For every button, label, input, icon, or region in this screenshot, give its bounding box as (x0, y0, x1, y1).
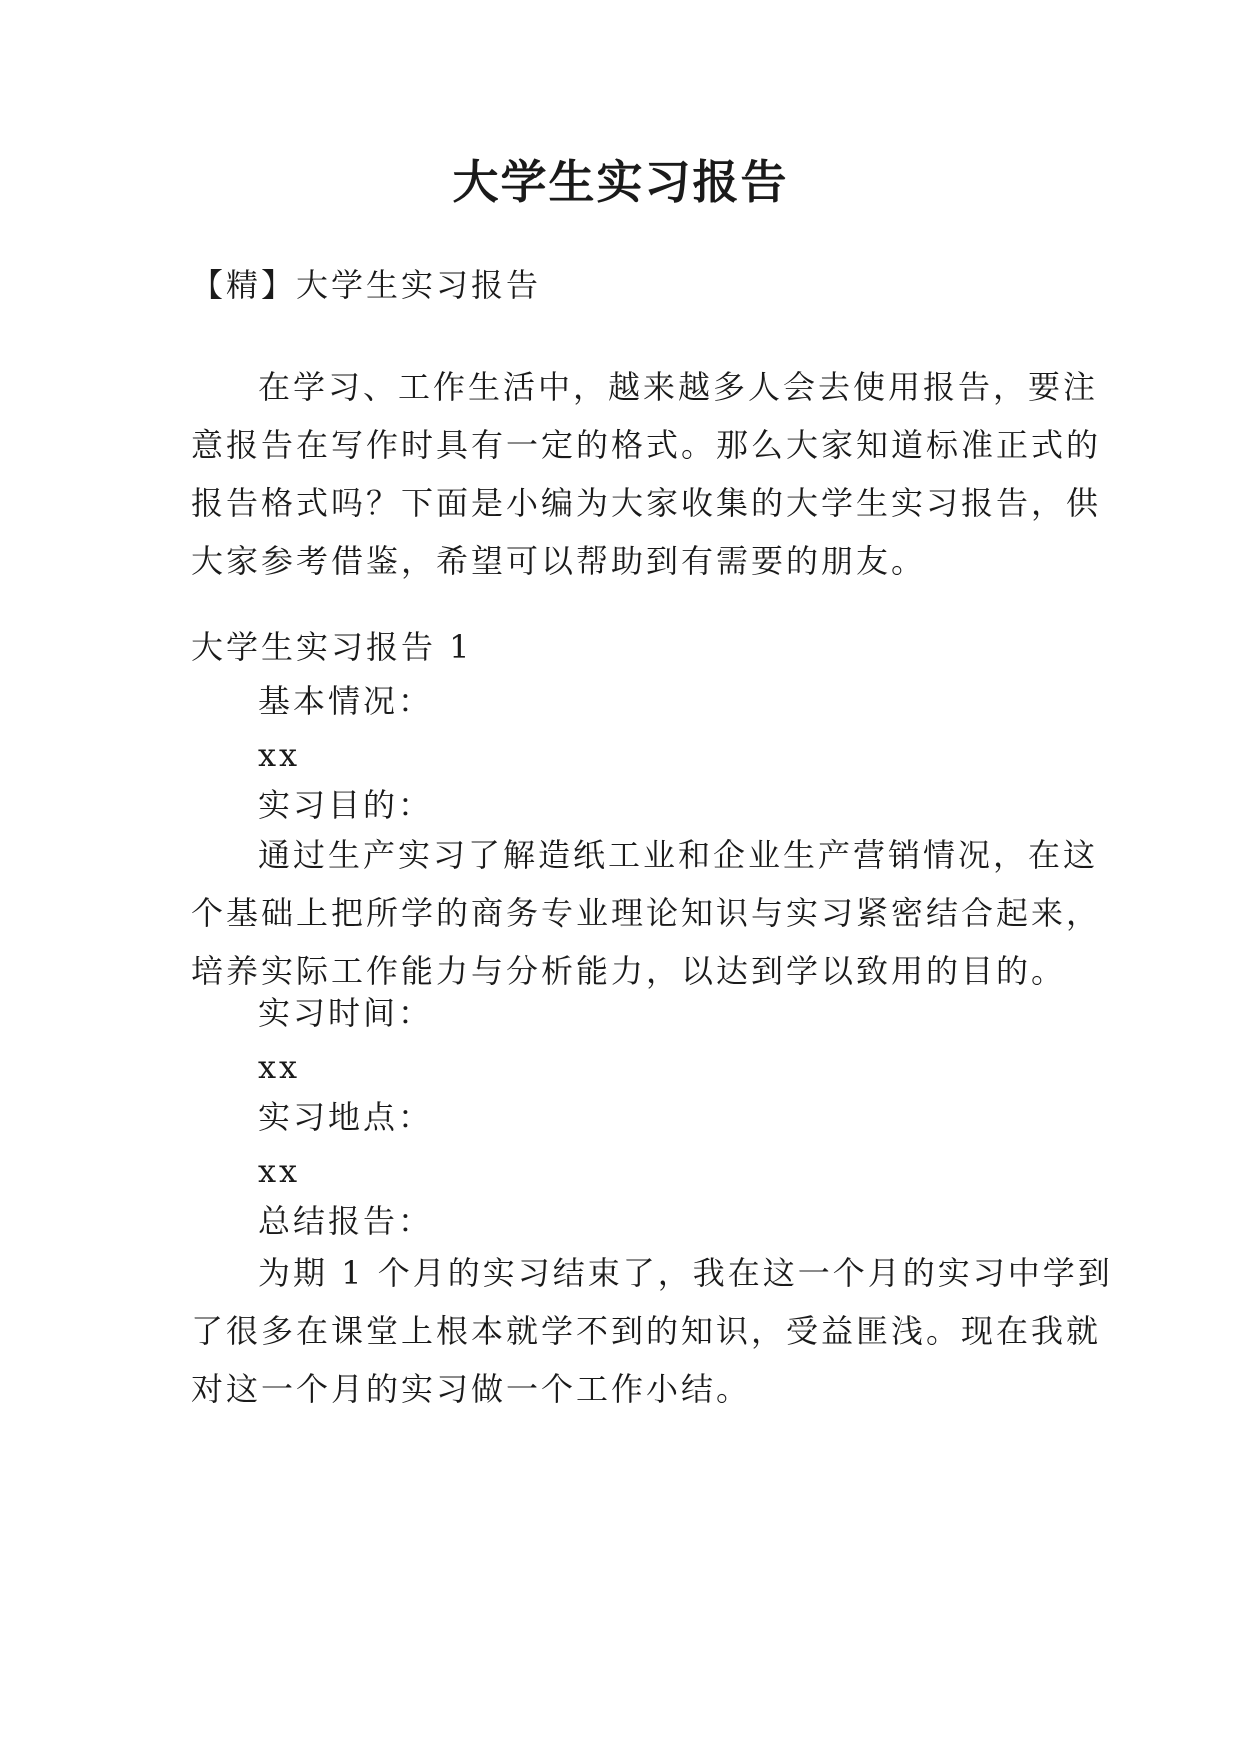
summary-line: 对这一个月的实习做一个工作小结。 (191, 1370, 752, 1408)
purpose-line: 通过生产实习了解造纸工业和企业生产营销情况，在这 (258, 836, 1099, 874)
summary-paragraph (191, 1244, 1113, 1418)
summary-line: 为期 1 个月的实习结束了，我在这一个月的实习中学到 (258, 1254, 1113, 1292)
purpose-paragraph (191, 826, 1102, 1000)
intro-line: 报告格式吗？下面是小编为大家收集的大学生实习报告，供 (191, 484, 1102, 522)
intro-line: 在学习、工作生活中，越来越多人会去使用报告，要注 (258, 368, 1099, 406)
place-value: xx (258, 1152, 301, 1190)
intro-line: 大家参考借鉴，希望可以帮助到有需要的朋友。 (191, 542, 927, 580)
time-label: 实习时间： (258, 994, 434, 1032)
section-heading: 大学生实习报告 1 (191, 628, 473, 666)
intro-line: 意报告在写作时具有一定的格式。那么大家知道标准正式的 (191, 426, 1102, 464)
place-label: 实习地点： (258, 1098, 434, 1136)
purpose-line: 个基础上把所学的商务专业理论知识与实习紧密结合起来， (191, 894, 1102, 932)
intro-paragraph (191, 358, 1102, 590)
time-value: xx (258, 1048, 301, 1086)
basic-info-label: 基本情况： (258, 682, 434, 720)
purpose-line: 培养实际工作能力与分析能力，以达到学以致用的目的。 (191, 952, 1067, 990)
summary-line: 了很多在课堂上根本就学不到的知识，受益匪浅。现在我就 (191, 1312, 1102, 1350)
summary-label: 总结报告： (258, 1202, 434, 1240)
basic-info-value: xx (258, 736, 301, 774)
purpose-label: 实习目的： (258, 786, 434, 824)
document-subtitle: 【精】大学生实习报告 (191, 266, 542, 304)
document-title: 大学生实习报告 (452, 155, 789, 209)
